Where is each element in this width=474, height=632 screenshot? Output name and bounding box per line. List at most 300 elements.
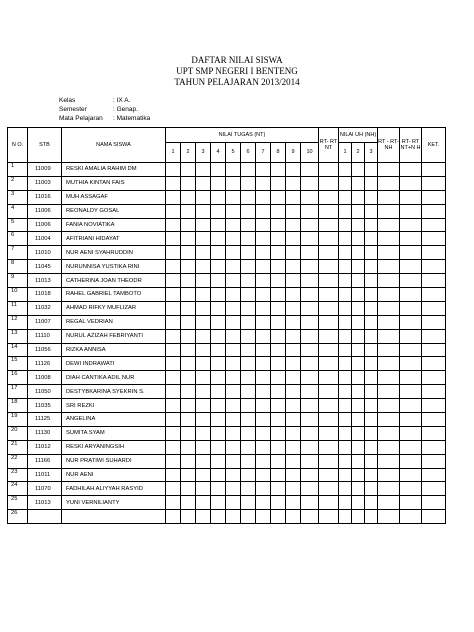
row-number: 12: [8, 315, 28, 329]
grade-cell: [365, 413, 378, 427]
grade-cell: [365, 163, 378, 177]
tugas-number: 6: [241, 143, 256, 163]
tugas-number: 3: [196, 143, 211, 163]
grade-cell: [365, 426, 378, 440]
grade-cell: [271, 218, 286, 232]
grade-cell: [365, 468, 378, 482]
grade-cell: [400, 496, 422, 510]
grade-cell: [181, 385, 196, 399]
grade-cell: [319, 468, 339, 482]
grade-cell: [211, 246, 226, 260]
grade-cell: [301, 301, 319, 315]
grade-cell: [196, 343, 211, 357]
grade-cell: [211, 496, 226, 510]
grade-cell: [400, 315, 422, 329]
grade-cell: [339, 190, 352, 204]
grade-cell: [301, 468, 319, 482]
grade-cell: [400, 385, 422, 399]
grade-cell: [339, 218, 352, 232]
grade-cell: [181, 413, 196, 427]
student-name: RESKI AMALIA RAHIM DM: [62, 163, 166, 177]
grade-cell: [400, 232, 422, 246]
grade-cell: [181, 357, 196, 371]
grade-cell: [352, 371, 365, 385]
grade-cell: [241, 468, 256, 482]
table-row: [8, 204, 446, 218]
grade-cell: [196, 232, 211, 246]
grade-cell: [319, 371, 339, 385]
grade-cell: [339, 246, 352, 260]
grade-cell: [422, 274, 446, 288]
grade-cell: [365, 371, 378, 385]
student-stb: 11126: [28, 357, 62, 371]
grade-cell: [378, 274, 400, 288]
grade-cell: [181, 343, 196, 357]
table-row: [8, 190, 446, 204]
grade-cell: [301, 440, 319, 454]
student-stb: 11125: [28, 413, 62, 427]
grade-cell: [286, 510, 301, 524]
student-name: NURUNNISA YUSTIKA RINI: [62, 260, 166, 274]
grade-cell: [319, 301, 339, 315]
grade-cell: [226, 246, 241, 260]
grade-cell: [339, 426, 352, 440]
grade-cell: [422, 246, 446, 260]
grade-cell: [378, 510, 400, 524]
grade-cell: [286, 288, 301, 302]
grade-cell: [241, 190, 256, 204]
grade-cell: [211, 260, 226, 274]
grade-cell: [271, 482, 286, 496]
grade-cell: [256, 232, 271, 246]
grade-cell: [196, 440, 211, 454]
grade-cell: [166, 371, 181, 385]
grade-cell: [241, 496, 256, 510]
grade-cell: [352, 343, 365, 357]
grade-cell: [241, 260, 256, 274]
grade-cell: [400, 399, 422, 413]
grade-cell: [196, 301, 211, 315]
grade-cell: [286, 315, 301, 329]
grade-cell: [166, 315, 181, 329]
student-name: [62, 510, 166, 524]
grade-cell: [226, 496, 241, 510]
grade-cell: [365, 315, 378, 329]
row-number: 13: [8, 329, 28, 343]
school-name: UPT SMP NEGERI I BENTENG: [176, 66, 298, 76]
grade-cell: [339, 343, 352, 357]
grade-cell: [241, 163, 256, 177]
grade-cell: [256, 274, 271, 288]
grade-cell: [211, 190, 226, 204]
grade-cell: [352, 510, 365, 524]
table-row: [8, 288, 446, 302]
grade-cell: [286, 246, 301, 260]
grade-cell: [256, 288, 271, 302]
grade-cell: [196, 190, 211, 204]
grade-cell: [352, 426, 365, 440]
grade-cell: [365, 301, 378, 315]
grade-cell: [226, 301, 241, 315]
student-name: NUR AENI: [62, 468, 166, 482]
table-row: [8, 399, 446, 413]
grade-cell: [241, 176, 256, 190]
grade-cell: [422, 190, 446, 204]
grade-cell: [211, 371, 226, 385]
grade-cell: [286, 329, 301, 343]
row-number: 16: [8, 371, 28, 385]
grade-cell: [378, 454, 400, 468]
document-title: DAFTAR NILAI SISWA: [191, 55, 283, 65]
grade-cell: [256, 218, 271, 232]
grade-cell: [181, 329, 196, 343]
mapel-value: : Matematika: [113, 115, 151, 122]
grade-cell: [378, 260, 400, 274]
grade-cell: [166, 204, 181, 218]
grade-cell: [422, 357, 446, 371]
table-row: [8, 510, 446, 524]
grade-cell: [378, 440, 400, 454]
grade-cell: [352, 218, 365, 232]
grade-cell: [400, 440, 422, 454]
col-stb: STB: [28, 128, 62, 163]
grade-cell: [378, 399, 400, 413]
grade-cell: [211, 482, 226, 496]
grade-cell: [365, 385, 378, 399]
grade-cell: [365, 399, 378, 413]
grade-cell: [422, 315, 446, 329]
grade-cell: [319, 413, 339, 427]
grade-cell: [256, 246, 271, 260]
row-number: 18: [8, 399, 28, 413]
grade-cell: [256, 329, 271, 343]
grade-cell: [166, 329, 181, 343]
grade-cell: [352, 413, 365, 427]
grade-cell: [378, 301, 400, 315]
grade-cell: [181, 176, 196, 190]
grade-cell: [211, 288, 226, 302]
tugas-number: 2: [181, 143, 196, 163]
grade-cell: [271, 274, 286, 288]
grade-cell: [319, 190, 339, 204]
grade-cell: [271, 357, 286, 371]
student-stb: 11006: [28, 204, 62, 218]
grade-cell: [422, 288, 446, 302]
grade-cell: [422, 510, 446, 524]
grade-cell: [166, 190, 181, 204]
uh-number: 1: [339, 143, 352, 163]
grade-cell: [319, 510, 339, 524]
grade-cell: [378, 176, 400, 190]
grade-cell: [271, 329, 286, 343]
grade-cell: [339, 440, 352, 454]
student-name: NUR PRATIWI SUHARDI: [62, 454, 166, 468]
row-number: 14: [8, 343, 28, 357]
student-name: SUMITA SYAM: [62, 426, 166, 440]
grade-cell: [256, 371, 271, 385]
grade-cell: [422, 399, 446, 413]
grade-cell: [339, 413, 352, 427]
grade-cell: [181, 260, 196, 274]
grade-cell: [211, 232, 226, 246]
grade-cell: [286, 399, 301, 413]
grade-cell: [301, 371, 319, 385]
student-name: RESKI ARYANINGSIH: [62, 440, 166, 454]
grade-cell: [352, 315, 365, 329]
grade-cell: [241, 288, 256, 302]
grade-cell: [365, 204, 378, 218]
grade-cell: [365, 232, 378, 246]
row-number: 10: [8, 288, 28, 302]
grade-cell: [211, 440, 226, 454]
grade-cell: [301, 176, 319, 190]
grade-cell: [256, 301, 271, 315]
grade-cell: [301, 454, 319, 468]
grade-cell: [166, 440, 181, 454]
grade-cell: [181, 468, 196, 482]
tugas-number: 9: [286, 143, 301, 163]
grade-cell: [226, 232, 241, 246]
student-stb: 11008: [28, 371, 62, 385]
grade-cell: [166, 301, 181, 315]
grade-cell: [226, 482, 241, 496]
student-name: MUH ASSAGAF: [62, 190, 166, 204]
grade-cell: [378, 246, 400, 260]
grade-cell: [378, 482, 400, 496]
row-number: 19: [8, 413, 28, 427]
student-name: YUNI VERNILIANTY: [62, 496, 166, 510]
grade-cell: [196, 163, 211, 177]
grade-cell: [339, 385, 352, 399]
grade-cell: [166, 274, 181, 288]
grade-cell: [226, 385, 241, 399]
grade-cell: [256, 163, 271, 177]
student-name: FADHILAH ALIYYAH RASYID: [62, 482, 166, 496]
grade-cell: [256, 385, 271, 399]
grade-cell: [286, 343, 301, 357]
grade-cell: [301, 232, 319, 246]
grade-cell: [271, 260, 286, 274]
grade-cell: [319, 440, 339, 454]
grade-cell: [352, 274, 365, 288]
grade-cell: [319, 357, 339, 371]
grade-cell: [226, 288, 241, 302]
grade-cell: [271, 232, 286, 246]
row-number: 21: [8, 440, 28, 454]
grade-cell: [226, 218, 241, 232]
grade-cell: [166, 288, 181, 302]
grade-cell: [166, 482, 181, 496]
grade-cell: [211, 413, 226, 427]
grade-cell: [196, 288, 211, 302]
grade-cell: [256, 399, 271, 413]
row-number: 25: [8, 496, 28, 510]
grade-cell: [378, 329, 400, 343]
grade-cell: [400, 482, 422, 496]
grade-cell: [352, 468, 365, 482]
grade-cell: [241, 426, 256, 440]
grade-cell: [211, 329, 226, 343]
table-row: [8, 454, 446, 468]
grade-cell: [339, 301, 352, 315]
student-stb: 11032: [28, 301, 62, 315]
student-stb: 11056: [28, 343, 62, 357]
student-stb: 11016: [28, 190, 62, 204]
grade-cell: [256, 357, 271, 371]
grade-cell: [256, 315, 271, 329]
grade-cell: [181, 371, 196, 385]
student-stb: 11018: [28, 288, 62, 302]
row-number: 8: [8, 260, 28, 274]
row-number: 26: [8, 510, 28, 524]
grade-cell: [241, 246, 256, 260]
grade-cell: [271, 426, 286, 440]
grade-cell: [271, 399, 286, 413]
table-row: [8, 385, 446, 399]
grade-cell: [365, 343, 378, 357]
grade-cell: [365, 496, 378, 510]
grade-cell: [196, 454, 211, 468]
grade-cell: [181, 218, 196, 232]
student-name: DIAH CANTIKA ADIL NUR: [62, 371, 166, 385]
grade-cell: [241, 315, 256, 329]
grade-cell: [241, 371, 256, 385]
row-number: 23: [8, 468, 28, 482]
grade-cell: [365, 440, 378, 454]
grade-cell: [339, 329, 352, 343]
row-number: 5: [8, 218, 28, 232]
grade-cell: [271, 440, 286, 454]
student-name: DESTYBKARINA SYEKRIN S.: [62, 385, 166, 399]
grade-cell: [286, 482, 301, 496]
grade-cell: [241, 343, 256, 357]
grade-cell: [226, 343, 241, 357]
student-name: AFITRIANI HIDAYAT: [62, 232, 166, 246]
grade-cell: [181, 482, 196, 496]
grade-cell: [211, 204, 226, 218]
grade-cell: [256, 204, 271, 218]
grade-cell: [400, 190, 422, 204]
grade-cell: [400, 329, 422, 343]
grade-cell: [271, 176, 286, 190]
grade-cell: [271, 301, 286, 315]
grade-cell: [196, 315, 211, 329]
grade-cell: [422, 260, 446, 274]
grade-cell: [166, 454, 181, 468]
grade-cell: [226, 329, 241, 343]
grade-cell: [256, 440, 271, 454]
grade-cell: [400, 371, 422, 385]
grade-cell: [196, 468, 211, 482]
grade-cell: [365, 454, 378, 468]
table-row: [8, 163, 446, 177]
grade-cell: [352, 190, 365, 204]
grade-cell: [365, 510, 378, 524]
student-name: REONALDY GOSAL: [62, 204, 166, 218]
grade-cell: [181, 274, 196, 288]
student-stb: 11007: [28, 315, 62, 329]
grade-cell: [166, 176, 181, 190]
grade-cell: [422, 329, 446, 343]
grade-cell: [211, 274, 226, 288]
row-number: 17: [8, 385, 28, 399]
grade-cell: [378, 468, 400, 482]
student-stb: 11130: [28, 426, 62, 440]
student-name: SRI REZKI: [62, 399, 166, 413]
grade-cell: [286, 218, 301, 232]
tugas-number: 5: [226, 143, 241, 163]
grade-cell: [365, 482, 378, 496]
student-stb: 11003: [28, 176, 62, 190]
kelas-label: Kelas: [59, 97, 76, 104]
grade-cell: [422, 426, 446, 440]
grade-cell: [271, 315, 286, 329]
grade-cell: [422, 371, 446, 385]
grade-cell: [166, 426, 181, 440]
grade-cell: [339, 454, 352, 468]
row-number: 9: [8, 274, 28, 288]
grade-cell: [286, 468, 301, 482]
table-row: [8, 315, 446, 329]
grade-cell: [352, 204, 365, 218]
grade-cell: [286, 176, 301, 190]
grade-cell: [319, 343, 339, 357]
grade-cell: [422, 343, 446, 357]
tugas-number: 4: [211, 143, 226, 163]
grade-cell: [301, 163, 319, 177]
grade-cell: [286, 204, 301, 218]
grade-cell: [286, 232, 301, 246]
grade-cell: [241, 218, 256, 232]
grade-cell: [339, 260, 352, 274]
grade-cell: [181, 426, 196, 440]
grade-cell: [339, 371, 352, 385]
grade-cell: [196, 218, 211, 232]
grade-cell: [301, 426, 319, 440]
grade-cell: [352, 357, 365, 371]
grade-cell: [241, 413, 256, 427]
grade-cell: [286, 357, 301, 371]
grade-cell: [352, 482, 365, 496]
student-stb: 11013: [28, 274, 62, 288]
grade-cell: [352, 176, 365, 190]
grade-cell: [400, 274, 422, 288]
grade-cell: [211, 454, 226, 468]
grade-cell: [286, 413, 301, 427]
grade-cell: [226, 510, 241, 524]
grade-cell: [400, 510, 422, 524]
grade-cell: [181, 288, 196, 302]
grade-cell: [271, 385, 286, 399]
row-number: 3: [8, 190, 28, 204]
grade-cell: [181, 163, 196, 177]
grade-cell: [319, 163, 339, 177]
grade-cell: [301, 190, 319, 204]
grade-cell: [226, 413, 241, 427]
grade-cell: [256, 343, 271, 357]
table-row: [8, 274, 446, 288]
grade-cell: [196, 371, 211, 385]
grade-cell: [211, 301, 226, 315]
student-rows: [8, 163, 446, 524]
grade-cell: [211, 315, 226, 329]
grade-cell: [301, 246, 319, 260]
student-name: ANGELINA: [62, 413, 166, 427]
grade-cell: [352, 288, 365, 302]
col-nama-siswa: NAMA SISWA: [62, 128, 166, 163]
grade-cell: [196, 204, 211, 218]
grade-cell: [271, 371, 286, 385]
